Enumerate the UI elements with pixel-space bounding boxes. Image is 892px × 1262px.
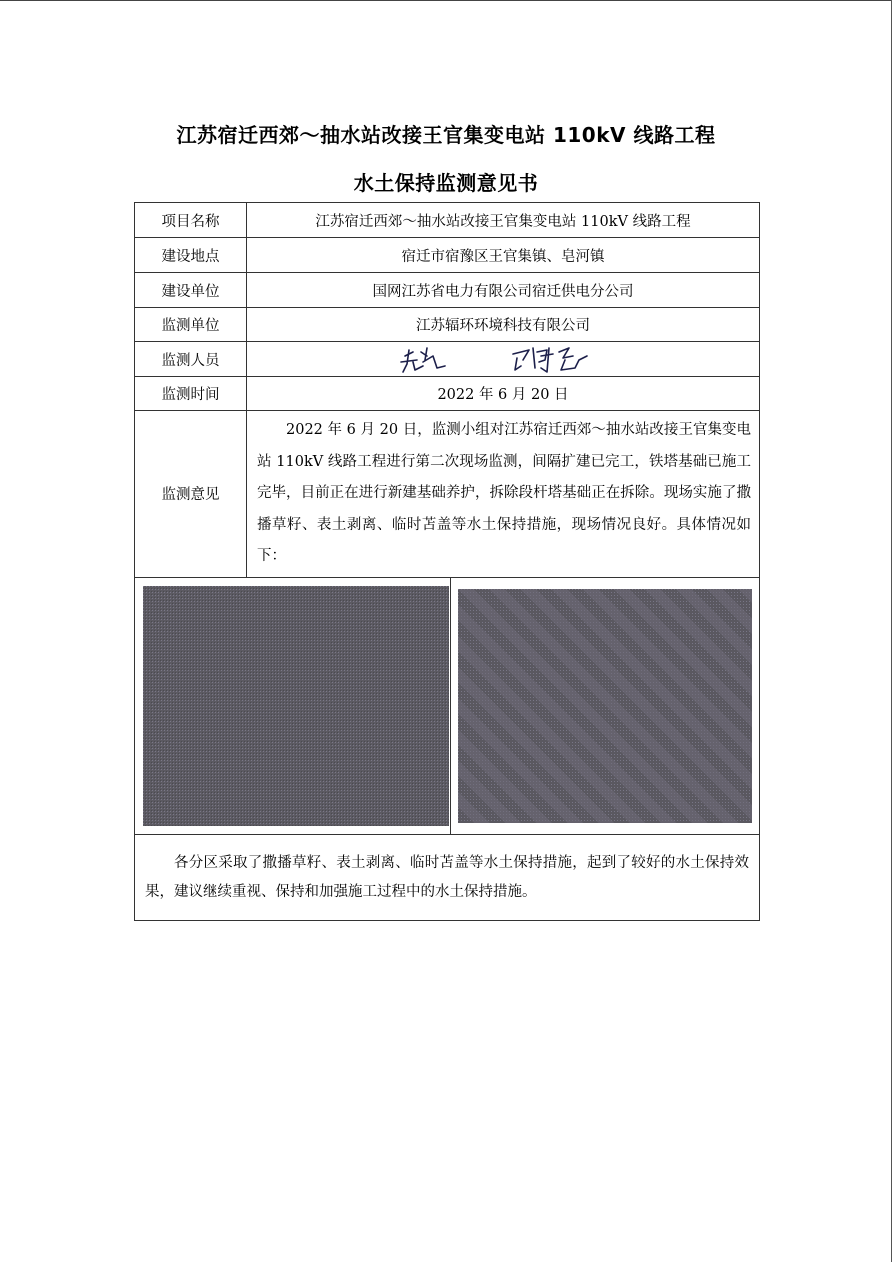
form-row-photos	[135, 577, 760, 834]
form-row-location	[135, 238, 760, 273]
page-top-border	[0, 0, 892, 1]
form-row-monitor-unit	[135, 308, 760, 342]
site-photo-1	[143, 586, 449, 826]
label-project-name: 项目名称	[135, 203, 247, 238]
site-photo-2	[458, 589, 752, 823]
label-location: 建设地点	[135, 238, 247, 273]
photo-cell-right	[451, 577, 760, 834]
label-builder: 建设单位	[135, 273, 247, 308]
value-monitor-staff	[247, 342, 760, 377]
label-opinion: 监测意见	[135, 411, 247, 578]
form-row-monitor-time	[135, 377, 760, 411]
monitoring-form-table	[134, 202, 760, 921]
value-builder: 国网江苏省电力有限公司宿迁供电分公司	[247, 273, 760, 308]
form-row-opinion	[135, 411, 760, 578]
site-photo-2-texture	[458, 589, 752, 823]
label-monitor-unit: 监测单位	[135, 308, 247, 342]
value-project-name: 江苏宿迁西郊～抽水站改接王官集变电站 110kV 线路工程	[247, 203, 760, 238]
value-location: 宿迁市宿豫区王官集镇、皂河镇	[247, 238, 760, 273]
value-monitor-unit: 江苏辐环环境科技有限公司	[247, 308, 760, 342]
form-row-builder	[135, 273, 760, 308]
value-conclusion: 各分区采取了撒播草籽、表土剥离、临时苫盖等水土保持措施，起到了较好的水土保持效果，建议继续重视、保持和加强施工过程中的水土保持措施。	[135, 834, 760, 920]
form-row-monitor-staff	[135, 342, 760, 377]
label-monitor-time: 监测时间	[135, 377, 247, 411]
document-subtitle: 水土保持监测意见书	[353, 171, 539, 195]
value-opinion: 2022 年 6 月 20 日，监测小组对江苏宿迁西郊～抽水站改接王官集变电站 110kV 线路工程进行第二次现场监测，间隔扩建已完工，铁塔基础已施工完毕，目前正在进行新建基础养护，拆除段杆塔基础正在拆除。现场实施了撒播草籽、表土剥离、临时苫盖等水土保持措施，现场情况良好。具体情况如下：	[247, 411, 760, 578]
photo-cell-left	[135, 577, 451, 834]
label-monitor-staff: 监测人员	[135, 342, 247, 377]
site-photo-1-texture	[143, 586, 449, 826]
document-title: 江苏宿迁西郊～抽水站改接王官集变电站 110kV 线路工程	[176, 123, 716, 147]
form-row-project-name	[135, 203, 760, 238]
form-row-conclusion	[135, 834, 760, 920]
value-monitor-time: 2022 年 6 月 20 日	[247, 377, 760, 411]
handwritten-signature	[383, 342, 623, 376]
